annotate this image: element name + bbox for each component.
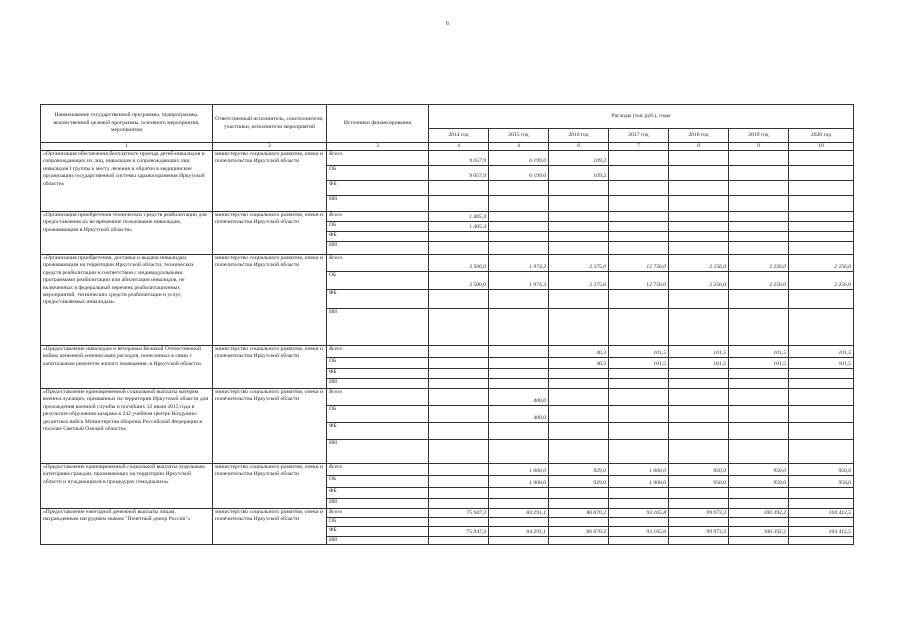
amount-cell (789, 232, 854, 242)
amount-cell: 6 199,0 (489, 151, 549, 166)
amount-cell (609, 196, 669, 212)
amount-cell (609, 232, 669, 242)
financing-table (40, 104, 854, 545)
header-year: 2017 год (609, 129, 669, 143)
column-number: 4 (429, 143, 489, 151)
amount-cell (549, 379, 609, 389)
amount-cell (609, 242, 669, 255)
amount-cell (489, 212, 549, 222)
amount-cell: 9 057,9 (429, 166, 489, 181)
amount-cell (549, 181, 609, 196)
amount-cell (729, 440, 789, 464)
amount-cell (729, 537, 789, 545)
funding-source-cell: ОБ (327, 518, 429, 527)
amount-cell (789, 151, 854, 166)
amount-cell (549, 242, 609, 255)
amount-cell: 101,5 (789, 346, 854, 358)
amount-cell: 86 670,2 (549, 509, 609, 518)
amount-cell (669, 181, 729, 196)
amount-cell (609, 423, 669, 440)
amount-cell (669, 166, 729, 181)
amount-cell: 86 670,2 (549, 527, 609, 537)
amount-cell (609, 406, 669, 423)
amount-cell (429, 309, 489, 346)
amount-cell (429, 242, 489, 255)
amount-cell (609, 290, 669, 309)
program-name-cell: «Организация приобретения, доставки и выдачи инвалидам, проживающим на территории Иркутской области, технических средств реабилитации в соответствии с индивидуальными программами реабилитации или абилитации инвалидов, не включенных в федеральный перечень реабилитационных мероприятий, технических средств реабилитации и услуг, предоставляемых инвалидам» (41, 255, 213, 346)
amount-cell: 84 291,1 (489, 509, 549, 518)
amount-cell: 950,0 (789, 464, 854, 476)
amount-cell (729, 499, 789, 509)
table-row (41, 464, 854, 476)
amount-cell: 3 500,0 (429, 255, 489, 272)
amount-cell (789, 406, 854, 423)
amount-cell (669, 222, 729, 232)
amount-cell (729, 488, 789, 499)
column-number: 4 (489, 143, 549, 151)
amount-cell (489, 423, 549, 440)
amount-cell: 929,0 (549, 464, 609, 476)
amount-cell (669, 423, 729, 440)
amount-cell (429, 423, 489, 440)
amount-cell: 75 947,3 (429, 527, 489, 537)
amount-cell (429, 181, 489, 196)
amount-cell (669, 518, 729, 527)
amount-cell (729, 518, 789, 527)
funding-source-cell: Всего (327, 509, 429, 518)
amount-cell (729, 406, 789, 423)
amount-cell: 1 000,0 (609, 476, 669, 488)
amount-cell (609, 488, 669, 499)
amount-cell (429, 346, 489, 358)
table-row (41, 346, 854, 358)
amount-cell (609, 518, 669, 527)
amount-cell (669, 369, 729, 379)
funding-source-cell: ИИ (327, 537, 429, 545)
amount-cell (729, 222, 789, 232)
program-name-cell: «Организация приобретения технических средств реабилитации для предоставления их во временное пользование инвалидам, проживающим в Иркутской области» (41, 212, 213, 255)
amount-cell (549, 212, 609, 222)
amount-cell: 1 000,0 (489, 464, 549, 476)
amount-cell (729, 309, 789, 346)
amount-cell (729, 212, 789, 222)
program-name-cell: «Предоставление единовременной социальной выплаты отдельным категориям граждан, проживающих на территории Иркутской области и нуждающихся в процедурах гемодиализа» (41, 464, 213, 509)
table-row (41, 151, 854, 166)
amount-cell (789, 537, 854, 545)
amount-cell: 101,5 (669, 346, 729, 358)
amount-cell: 2 256,0 (789, 255, 854, 272)
amount-cell (489, 379, 549, 389)
amount-cell: 1 000,0 (489, 476, 549, 488)
funding-source-cell: ФБ (327, 290, 429, 309)
amount-cell: 2 375,0 (549, 255, 609, 272)
amount-cell (429, 358, 489, 369)
page-number: 6 (446, 21, 449, 27)
funding-source-cell: ИИ (327, 440, 429, 464)
amount-cell: 2 375,0 (549, 272, 609, 290)
header-year: 2016 год (549, 129, 609, 143)
amount-cell (609, 151, 669, 166)
amount-cell: 950,0 (669, 464, 729, 476)
funding-source-cell: ФБ (327, 181, 429, 196)
amount-cell (789, 423, 854, 440)
amount-cell: 75 947,3 (429, 509, 489, 518)
amount-cell (489, 222, 549, 232)
funding-source-cell: ОБ (327, 358, 429, 369)
funding-source-cell: ОБ (327, 166, 429, 181)
amount-cell: 101,5 (609, 346, 669, 358)
header-year: 2019 год (729, 129, 789, 143)
amount-cell (609, 379, 669, 389)
funding-source-cell: ИИ (327, 499, 429, 509)
amount-cell (729, 196, 789, 212)
amount-cell: 9 057,9 (429, 151, 489, 166)
funding-source-cell: Всего (327, 389, 429, 406)
amount-cell: 1 405,4 (429, 212, 489, 222)
amount-cell (669, 379, 729, 389)
amount-cell: 93 165,8 (609, 527, 669, 537)
amount-cell (789, 166, 854, 181)
amount-cell (669, 212, 729, 222)
table-row (41, 389, 854, 406)
amount-cell: 101,5 (729, 358, 789, 369)
amount-cell: 6 199,0 (489, 166, 549, 181)
amount-cell (429, 440, 489, 464)
program-name-cell: «Организация обеспечения бесплатного проезда детей-инвалидов и сопровождающих их лиц, инвалидов и сопровождающих лиц инвалидов I группы к месту лечения и обратно в медицинские организации государственной системы здравоохранения Иркутской области» (41, 151, 213, 212)
funding-source-cell: ФБ (327, 488, 429, 499)
amount-cell: 1 974,3 (489, 255, 549, 272)
amount-cell (489, 346, 549, 358)
column-number: 10 (789, 143, 854, 151)
amount-cell: 99 973,3 (669, 527, 729, 537)
amount-cell: 1 974,3 (489, 272, 549, 290)
amount-cell (729, 290, 789, 309)
amount-cell (789, 389, 854, 406)
amount-cell (609, 181, 669, 196)
amount-cell (549, 222, 609, 232)
amount-cell (549, 369, 609, 379)
amount-cell (729, 181, 789, 196)
amount-cell: 1 405,4 (429, 222, 489, 232)
amount-cell (609, 369, 669, 379)
funding-source-cell: Всего (327, 346, 429, 358)
amount-cell (489, 196, 549, 212)
amount-cell: 2 256,0 (729, 255, 789, 272)
funding-source-cell: Всего (327, 151, 429, 166)
column-number: 9 (729, 143, 789, 151)
amount-cell (429, 196, 489, 212)
executor-cell: министерство социального развития, опеки и попечительства Иркутской области (213, 255, 327, 346)
amount-cell (789, 290, 854, 309)
amount-cell (429, 476, 489, 488)
program-name-cell: «Предоставление инвалидам и ветеранам Великой Отечественной войны денежной компенсации расходов, понесенных в связи с капитальным ремонтом жилого помещения, в Иркутской области» (41, 346, 213, 389)
amount-cell (429, 379, 489, 389)
amount-cell (489, 242, 549, 255)
executor-cell: министерство социального развития, опеки и попечительства Иркутской области (213, 346, 327, 389)
amount-cell (789, 369, 854, 379)
amount-cell (549, 499, 609, 509)
amount-cell (669, 242, 729, 255)
amount-cell (609, 537, 669, 545)
amount-cell: 950,0 (729, 476, 789, 488)
amount-cell: 3 500,0 (429, 272, 489, 290)
funding-source-cell: ОБ (327, 406, 429, 423)
header-year: 2015 год (489, 129, 549, 143)
amount-cell: 2 256,0 (789, 272, 854, 290)
amount-cell (489, 181, 549, 196)
funding-source-cell: ОБ (327, 222, 429, 232)
amount-cell (549, 196, 609, 212)
column-number: 7 (609, 143, 669, 151)
amount-cell: 104 412,5 (789, 527, 854, 537)
amount-cell (549, 290, 609, 309)
amount-cell: 109,2 (549, 166, 609, 181)
program-name-cell: «Предоставление единовременной социальной выплаты матерям военнослужащих, призванных на территории Иркутской области для прохождения военной службы и погибших 12 июля 2015 года в результате обрушения казармы в 242 учебном центре Воздушно-десантных войск Министерства обороны Российской Федерации в поселке Светлый Омской области» (41, 389, 213, 464)
amount-cell (789, 222, 854, 232)
amount-cell: 40,3 (549, 358, 609, 369)
amount-cell: 104 412,5 (789, 509, 854, 518)
funding-source-cell: ИИ (327, 242, 429, 255)
amount-cell (489, 232, 549, 242)
amount-cell (429, 290, 489, 309)
amount-cell (489, 290, 549, 309)
executor-cell: министерство социального развития, опеки и попечительства Иркутской области (213, 389, 327, 464)
amount-cell (549, 440, 609, 464)
amount-cell: 100 392,2 (729, 527, 789, 537)
amount-cell (549, 518, 609, 527)
amount-cell (669, 499, 729, 509)
column-number: 6 (549, 143, 609, 151)
amount-cell (729, 369, 789, 379)
amount-cell: 12 756,0 (609, 272, 669, 290)
amount-cell: 93 165,8 (609, 509, 669, 518)
amount-cell (429, 518, 489, 527)
amount-cell (789, 488, 854, 499)
amount-cell (429, 369, 489, 379)
amount-cell (669, 290, 729, 309)
amount-cell (549, 423, 609, 440)
amount-cell (789, 181, 854, 196)
amount-cell (669, 389, 729, 406)
amount-cell: 100 392,2 (729, 509, 789, 518)
executor-cell: министерство социального развития, опеки и попечительства Иркутской области (213, 151, 327, 212)
funding-source-cell: ОБ (327, 272, 429, 290)
amount-cell: 101,5 (669, 358, 729, 369)
amount-cell: 109,2 (549, 151, 609, 166)
amount-cell (669, 309, 729, 346)
column-number: 8 (669, 143, 729, 151)
amount-cell (669, 537, 729, 545)
header-program: Наименование государственной программы, подпрограммы, ведомственной целевой программы, основного мероприятия, мероприятия (41, 105, 213, 143)
amount-cell (789, 242, 854, 255)
table-row (41, 255, 854, 272)
amount-cell (609, 499, 669, 509)
executor-cell: министерство социального развития, опеки и попечительства Иркутской области (213, 212, 327, 255)
header-expenses: Расходы (тыс.руб.), годы (429, 105, 854, 129)
amount-cell (489, 358, 549, 369)
amount-cell (549, 488, 609, 499)
funding-source-cell: ФБ (327, 423, 429, 440)
amount-cell (429, 488, 489, 499)
funding-source-cell: Всего (327, 464, 429, 476)
amount-cell (669, 440, 729, 464)
amount-cell (429, 389, 489, 406)
funding-source-cell: ИИ (327, 379, 429, 389)
amount-cell (729, 166, 789, 181)
amount-cell (549, 537, 609, 545)
program-name-cell: «Предоставление ежегодной денежной выплаты лицам, награжденным нагрудным знаком "Почетный донор России"» (41, 509, 213, 545)
amount-cell: 99 973,3 (669, 509, 729, 518)
header-executor: Ответственный исполнитель, соисполнители, участники, исполнители мероприятий (213, 105, 327, 143)
amount-cell: 101,5 (789, 358, 854, 369)
amount-cell (609, 309, 669, 346)
amount-cell: 1 000,0 (609, 464, 669, 476)
column-number: 3 (327, 143, 429, 151)
funding-source-cell: Всего (327, 255, 429, 272)
amount-cell: 12 756,0 (609, 255, 669, 272)
amount-cell (669, 232, 729, 242)
funding-source-cell: ФБ (327, 527, 429, 537)
amount-cell (489, 518, 549, 527)
amount-cell (549, 406, 609, 423)
amount-cell (489, 499, 549, 509)
amount-cell (489, 488, 549, 499)
amount-cell (669, 151, 729, 166)
amount-cell (429, 406, 489, 423)
amount-cell: 2 256,0 (669, 255, 729, 272)
header-year: 2020 год (789, 129, 854, 143)
amount-cell (429, 537, 489, 545)
amount-cell (549, 232, 609, 242)
amount-cell: 400,0 (489, 389, 549, 406)
funding-source-cell: ИИ (327, 309, 429, 346)
amount-cell (789, 379, 854, 389)
amount-cell: 40,3 (549, 346, 609, 358)
amount-cell (429, 499, 489, 509)
amount-cell (609, 389, 669, 406)
amount-cell (669, 488, 729, 499)
amount-cell (789, 309, 854, 346)
amount-cell: 2 256,0 (669, 272, 729, 290)
amount-cell (549, 389, 609, 406)
column-number: 2 (213, 143, 327, 151)
amount-cell (669, 406, 729, 423)
header-source: Источники финансирования (327, 105, 429, 143)
amount-cell: 101,5 (729, 346, 789, 358)
amount-cell (489, 537, 549, 545)
amount-cell (789, 518, 854, 527)
amount-cell (489, 309, 549, 346)
amount-cell (789, 196, 854, 212)
amount-cell: 950,0 (669, 476, 729, 488)
amount-cell: 400,0 (489, 406, 549, 423)
table-body (41, 151, 854, 545)
executor-cell: министерство социального развития, опеки и попечительства Иркутской области (213, 464, 327, 509)
amount-cell (609, 212, 669, 222)
amount-cell (729, 232, 789, 242)
amount-cell (489, 369, 549, 379)
amount-cell (609, 440, 669, 464)
amount-cell: 950,0 (789, 476, 854, 488)
amount-cell (429, 232, 489, 242)
amount-cell (789, 440, 854, 464)
table-row (41, 212, 854, 222)
amount-cell: 84 291,1 (489, 527, 549, 537)
amount-cell (789, 212, 854, 222)
amount-cell (729, 423, 789, 440)
amount-cell (489, 440, 549, 464)
funding-source-cell: Всего (327, 212, 429, 222)
column-number: 1 (41, 143, 213, 151)
amount-cell (729, 379, 789, 389)
amount-cell (609, 166, 669, 181)
table-row (41, 509, 854, 518)
amount-cell (729, 242, 789, 255)
amount-cell (549, 309, 609, 346)
header-year: 2018 год (669, 129, 729, 143)
amount-cell (789, 499, 854, 509)
amount-cell: 101,5 (609, 358, 669, 369)
amount-cell (729, 389, 789, 406)
amount-cell (669, 196, 729, 212)
funding-source-cell: ФБ (327, 232, 429, 242)
header-year: 2014 год (429, 129, 489, 143)
amount-cell: 950,0 (729, 464, 789, 476)
funding-source-cell: ФБ (327, 369, 429, 379)
funding-source-cell: ОБ (327, 476, 429, 488)
amount-cell (609, 222, 669, 232)
amount-cell (429, 464, 489, 476)
amount-cell (729, 151, 789, 166)
funding-source-cell: ИИ (327, 196, 429, 212)
amount-cell: 2 256,0 (729, 272, 789, 290)
executor-cell: министерство социального развития, опеки и попечительства Иркутской области (213, 509, 327, 545)
amount-cell: 929,0 (549, 476, 609, 488)
